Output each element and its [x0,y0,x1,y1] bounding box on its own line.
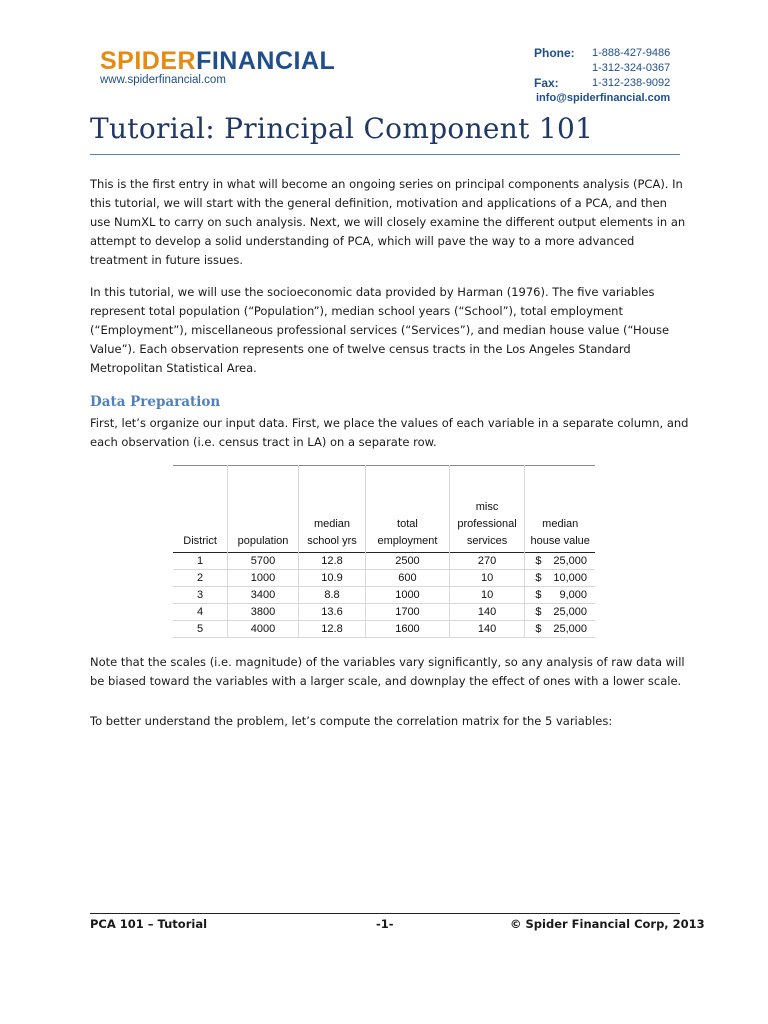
table-row [173,587,595,604]
email-row [534,91,670,106]
table-cell-house-value [525,604,595,621]
logo-spider-text: SPIDER [100,47,197,75]
column-header [525,466,595,553]
table-cell-employment: 1000 [366,587,450,604]
table-cell-employment: 600 [366,570,450,587]
house-value-amount: 25,000 [553,606,587,618]
column-header-line: school yrs [307,535,357,547]
table-cell-employment: 2500 [366,553,450,570]
phone-label: Phone: [534,46,575,60]
column-header [366,466,450,553]
column-header [228,466,299,553]
table-cell-population: 3800 [228,604,299,621]
column-header-line: misc [475,501,499,513]
logo-financial-text: FINANCIAL [196,47,336,75]
column-header-line: services [466,535,508,547]
table-cell-house-value [525,621,595,638]
column-header-line: professional [457,518,517,530]
currency-symbol: $ [535,555,542,567]
correlation-paragraph: To better understand the problem, let’s compute the correlation matrix for the 5 variables: [90,714,613,728]
column-header [298,466,365,553]
scales-paragraph: Note that the scales (i.e. magnitude) of the variables vary significantly, so any analysis of raw data will be biased toward the variables with a larger scale, and downplay the effect of ones with a lower scale. [90,655,685,688]
currency-symbol: $ [535,572,542,584]
column-header [173,466,228,553]
data-table-container [173,465,595,638]
table-cell-population: 3400 [228,587,299,604]
table-cell-population: 1000 [228,570,299,587]
house-value-amount: 25,000 [553,623,587,635]
contact-info [534,46,670,106]
currency-symbol: $ [535,606,542,618]
currency-value [527,570,593,586]
column-header-line: District [183,535,217,547]
currency-value [527,587,593,603]
footer-page-number: -1- [376,917,394,931]
column-header-line: house value [530,535,590,547]
table-cell-school: 12.8 [298,621,365,638]
table-row [173,621,595,638]
table-cell-employment: 1700 [366,604,450,621]
phone-number-2: 1-312-324-0367 [592,62,671,74]
fax-number: 1-312-238-9092 [592,77,671,89]
table-cell-district: 1 [173,553,228,570]
data-preparation-paragraph: First, let’s organize our input data. First, we place the values of each variable in a separate column, and each observation (i.e. census tract in LA) on a separate row. [90,416,689,449]
logo-wordmark [100,48,335,75]
table-cell-house-value [525,570,595,587]
table-cell-services: 10 [449,587,525,604]
table-cell-school: 13.6 [298,604,365,621]
table-cell-school: 8.8 [298,587,365,604]
column-header [449,466,525,553]
company-logo [100,48,335,87]
section-heading-data-preparation: Data Preparation [90,394,221,410]
table-body [173,553,595,638]
table-header [173,466,595,553]
table-cell-services: 10 [449,570,525,587]
table-cell-services: 140 [449,604,525,621]
currency-value [527,553,593,569]
currency-value [527,621,593,637]
phone-row [534,46,670,61]
page-title: Tutorial: Principal Component 101 [90,112,594,145]
column-header-line: population [237,535,289,547]
table-header-row [173,466,595,553]
table-cell-district: 4 [173,604,228,621]
currency-symbol: $ [535,623,542,635]
table-cell-school: 12.8 [298,553,365,570]
table-cell-district: 2 [173,570,228,587]
table-cell-employment: 1600 [366,621,450,638]
table-cell-house-value [525,587,595,604]
phone-row-2 [534,61,670,76]
house-value-amount: 10,000 [553,572,587,584]
intro-paragraph: This is the first entry in what will become an ongoing series on principal components analysis (PCA). In this tutorial, we will start with the general definition, motivation and applications of a PCA, and then use NumXL to carry on such analysis. Next, we will closely examine the different output elements in an attempt to develop a solid understanding of PCA, which will pave the way to a more advanced treatment in future issues. [90,177,686,267]
data-source-paragraph: In this tutorial, we will use the socioeconomic data provided by Harman (1976). The five variables represent total population (“Population”), median school years (“School”), total employment (“Employment”), miscellaneous professional services (“Services”), and median house value (“House Value”). Each observation represents one of twelve census tracts in the Los Angeles Standard Metropolitan Statistical Area. [90,285,670,375]
fax-label: Fax: [534,76,559,90]
currency-symbol: $ [535,589,542,601]
table-cell-services: 140 [449,621,525,638]
currency-value [527,604,593,620]
table-cell-services: 270 [449,553,525,570]
table-cell-school: 10.9 [298,570,365,587]
fax-row [534,76,670,91]
column-header-line: total [397,518,418,530]
table-row [173,553,595,570]
house-value-amount: 9,000 [559,589,587,601]
footer-divider [90,913,680,914]
table-cell-population: 4000 [228,621,299,638]
column-header-line: employment [377,535,438,547]
table-cell-district: 3 [173,587,228,604]
house-value-amount: 25,000 [553,555,587,567]
census-data-table [173,465,595,638]
logo-url: www.spiderfinancial.com [100,74,226,86]
phone-number-1: 1-888-427-9486 [592,47,671,59]
title-divider [90,154,680,155]
table-row [173,570,595,587]
table-cell-district: 5 [173,621,228,638]
table-cell-population: 5700 [228,553,299,570]
email-link[interactable]: info@spiderfinancial.com [536,92,671,104]
table-row [173,604,595,621]
footer-copyright: © Spider Financial Corp, 2013 [510,917,705,931]
column-header-line: median [313,518,351,530]
column-header-line: median [542,518,579,530]
footer-document-name: PCA 101 – Tutorial [90,917,208,931]
table-cell-house-value [525,553,595,570]
